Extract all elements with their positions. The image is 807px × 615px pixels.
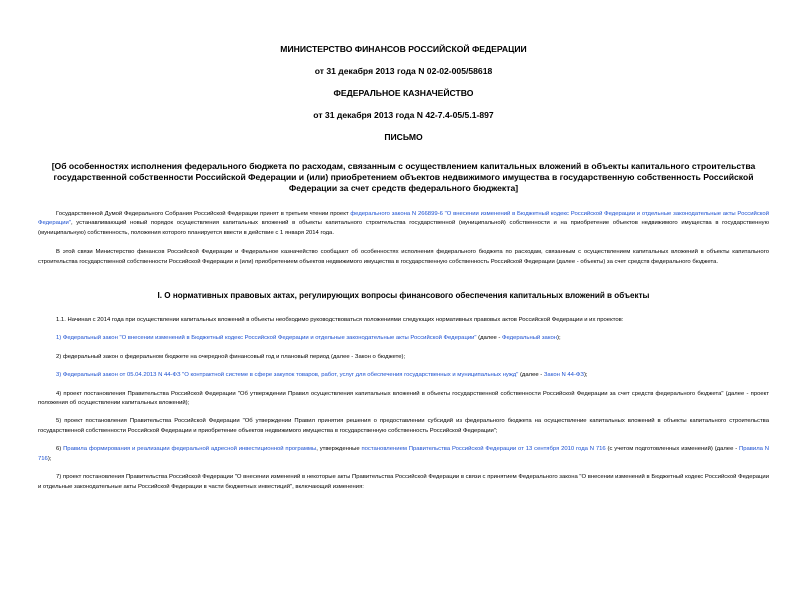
list-item-6-end: ); [47, 455, 52, 462]
treasury-name: ФЕДЕРАЛЬНОЕ КАЗНАЧЕЙСТВО [333, 88, 474, 98]
intro-paragraph-1 [38, 210, 769, 238]
list-item-6-mid: , утвержденные [316, 446, 362, 453]
document-type: ПИСЬМО [384, 132, 423, 142]
ministry-date: от 31 декабря 2013 года N 02-02-005/58618 [314, 66, 493, 76]
federal-law-short-link[interactable]: Федеральный закон [502, 335, 558, 342]
list-item-1 [38, 334, 769, 343]
document-title: [Об особенностях исполнения федерального бюджета по расходам, связанным с осуществлением капитальных вложений в объекты капитального строительства государственной собственности Российской Федерации и (или) приобретением объектов недвижимого имущества в государственную собственность Российской Федерации за счет средств федерального бюджекта] [51, 161, 756, 193]
list-item-2: 2) федеральный закон о федеральном бюджете на очередной финансовый год и плановый период (далее - Закон о бюджете); [56, 353, 406, 360]
federal-law-266899-link[interactable]: федерального закона N 266899-6 "О внесении изменений в Бюджетный кодекс Российской Федерации и отдельные законодательные акты Российской Федерации" [38, 211, 769, 227]
resolution-716-link[interactable]: постановлением Правительства Российской Федерации от 13 сентября 2010 года N 716 [361, 446, 606, 453]
section-heading: I. О нормативных правовых актах, регулирующих вопросы финансового обеспечения капитальных вложений в объекты [157, 291, 650, 301]
intro-text-a: Государственной Думой Федерального Собрания Российской Федерации принят в третьем чтении проект [56, 211, 351, 217]
list-item-6-number: 6) [56, 446, 64, 453]
list-item-1-mid: (далее - [476, 335, 503, 342]
list-intro: 1.1. Начиная с 2014 года при осуществлении капитальных вложений в объекты необходимо руководствоваться положениями следующих нормативных правовых актов Российской Федерации и их проектов: [56, 317, 624, 324]
intro-paragraph-2: В этой связи Министерство финансов Российской Федерации и Федеральное казначейство сообщают об особенностях исполнения федерального бюджета по расходам, связанным с осуществлением капитальных вложений в объекты капитального строительства государственной собственности Российской Федерации и (или) приобретением объектов недвижимого имущества в государственную собственность Российской Федерации (далее - объекты) за счет средств федерального бюджета. [38, 249, 769, 265]
law-44fz-short-link[interactable]: Закон N 44-ФЗ [543, 372, 584, 379]
list-item-1-number: 1) [56, 335, 63, 342]
list-item-3-mid: (далее - [518, 372, 544, 379]
document-page [0, 44, 807, 615]
federal-law-link[interactable]: Федеральный закон "О внесении изменений в Бюджетный кодекс Российской Федерации и отдельные законодательные акты Российской Федерации" [62, 335, 477, 342]
law-44fz-link[interactable]: Федеральный закон от 05.04.2013 N 44-ФЗ "О контрактной системе в сфере закупок товаров, работ, услуг для обеспечения государственных и муниципальных нужд" [62, 372, 519, 379]
treasury-date: от 31 декабря 2013 года N 42-7.4-05/5.1-897 [313, 110, 494, 120]
list-item-6 [38, 445, 769, 464]
list-item-6-mid2: (с учетом подготовленных изменений) (далее - [605, 446, 739, 453]
list-item-4: 4) проект постановления Правительства Российской Федерации "Об утверждении Правил осуществления капитальных вложений в объекты государственной собственности Российской Федерации за счет средств федерального бюджета" (далее - проект положения об осуществлении капитальных вложений); [38, 390, 769, 407]
ministry-name: МИНИСТЕРСТВО ФИНАНСОВ РОССИЙСКОЙ ФЕДЕРАЦИИ [280, 44, 527, 54]
list-item-3-end: ); [583, 372, 588, 379]
list-item-3-number: 3) [56, 372, 63, 379]
intro-text-b: , устанавливающий новый порядок осуществления капитальных вложений в объекты капитального строительства государственной (муниципальной) собственности и на приобретение объектов недвижимого имущества в государственную (муниципальную) собственность, положения которого планируется ввести в действие с 1 января 2014 года. [38, 220, 769, 236]
rules-716-short-link[interactable]: Правила N 716 [38, 446, 770, 462]
list-item-1-end: ); [557, 335, 561, 342]
list-item-5: 5) проект постановления Правительства Российской Федерации "Об утверждении Правил принятия решения о предоставлении субсидий из федерального бюджета на осуществление капитальных вложений в объекты капитального строительства государственной собственности Российской Федерации и приобретение объектов недвижимого имущества в государственную собственность Российской Федерации"; [38, 418, 769, 434]
list-item-3 [38, 371, 769, 380]
list-item-7: 7) проект постановления Правительства Российской Федерации "О внесении изменений в некоторые акты Правительства Российской Федерации в связи с принятием Федерального закона "О внесении изменений в Бюджетный кодекс Российской Федерации и отдельные законодательные акты Российской Федерации в части бюджетных инвестиций", включающий изменения: [38, 474, 769, 490]
faip-rules-link[interactable]: Правила формирования и реализации федеральной адресной инвестиционной программы [63, 446, 317, 453]
